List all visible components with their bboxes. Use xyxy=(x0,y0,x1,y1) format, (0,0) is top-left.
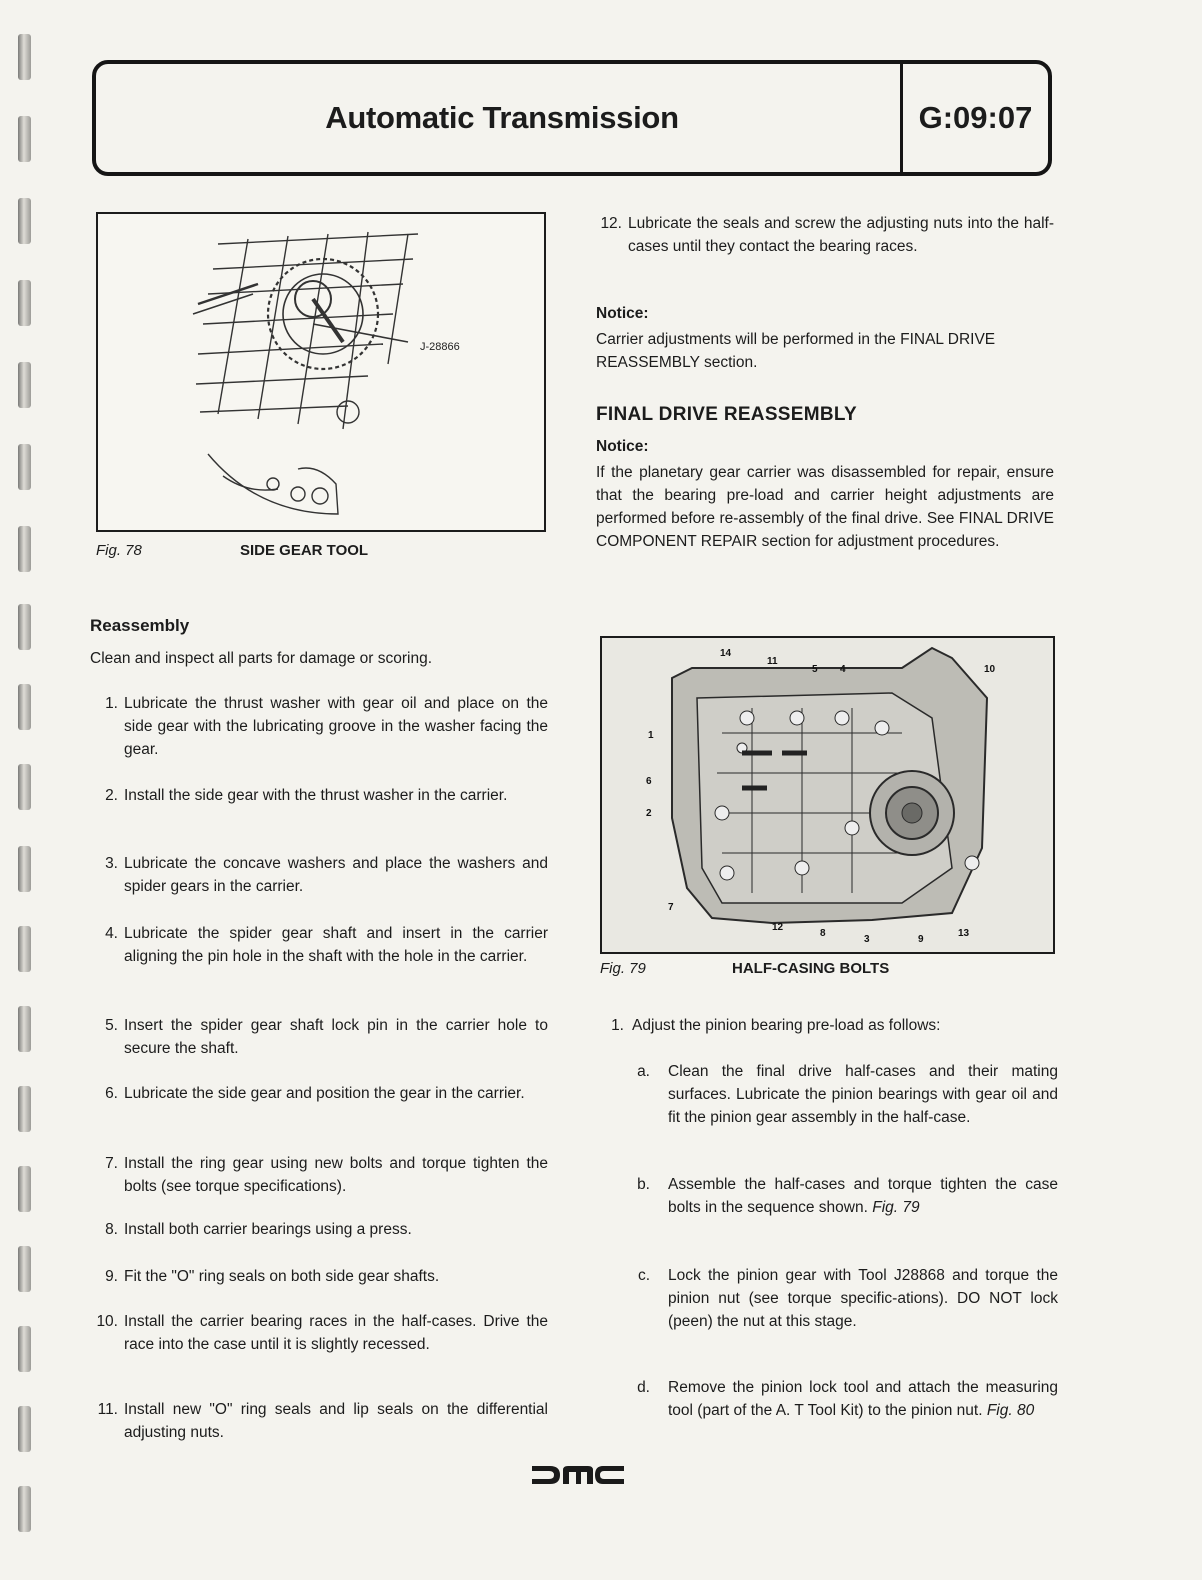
binder-tab xyxy=(18,1326,31,1372)
list-item: 9. Fit the "O" ring seals on both side gear shafts. xyxy=(105,1268,440,1285)
binder-tab xyxy=(18,846,31,892)
list-item: 4. Lubricate the spider gear shaft and insert in the carrier aligning the pin hole in the shaft with the hole in the carrier. xyxy=(105,925,548,965)
callout-label: 12 xyxy=(772,922,784,933)
list-item: a. Clean the final drive half-cases and their mating surfaces. Lubricate the pinion bearings with gear oil and fit the pinion gear assembly in the half-case. xyxy=(637,1063,1058,1126)
binder-tab xyxy=(18,34,31,80)
list-item: 12. Lubricate the seals and screw the adjusting nuts into the half-cases until they contact the bearing races. xyxy=(600,215,1054,255)
callout-label: 5 xyxy=(812,664,818,675)
notice-label: Notice: xyxy=(596,305,649,322)
list-item: 11. Install new "O" ring seals and lip seals on the differential adjusting nuts. xyxy=(97,1401,548,1441)
page-header xyxy=(92,60,1052,176)
binder-tab xyxy=(18,1166,31,1212)
figure-title: HALF-CASING BOLTS xyxy=(732,960,890,977)
section-heading-final-drive: FINAL DRIVE REASSEMBLY xyxy=(596,404,858,425)
side-gear-tool-illustration xyxy=(98,214,544,530)
figure-79-caption xyxy=(600,960,1055,980)
figure-number: Fig. 78 xyxy=(96,542,142,559)
callout-label: 10 xyxy=(984,664,996,675)
dmc-logo xyxy=(530,1462,626,1493)
tool-label: J-28866 xyxy=(420,341,460,353)
section-code: G:09:07 xyxy=(918,100,1033,135)
binder-tab xyxy=(18,604,31,650)
binder-tab xyxy=(18,362,31,408)
figure-78-caption xyxy=(96,542,546,562)
section-heading-reassembly: Reassembly xyxy=(90,616,190,635)
figure-number: Fig. 79 xyxy=(600,960,646,977)
binder-tab xyxy=(18,1406,31,1452)
callout-label: 14 xyxy=(720,648,732,659)
list-item: 7. Install the ring gear using new bolts and torque tighten the bolts (see torque specifications). xyxy=(105,1155,548,1195)
callout-label: 7 xyxy=(668,902,674,913)
binder-tab xyxy=(18,526,31,572)
binder-tab xyxy=(18,926,31,972)
list-item: d. Remove the pinion lock tool and attach the measuring tool (part of the A. T Tool Kit) to the pinion nut. Fig. 80 xyxy=(637,1379,1058,1419)
binder-tab xyxy=(18,1086,31,1132)
binder-tab xyxy=(18,1486,31,1532)
callout-label: 2 xyxy=(646,808,652,819)
callout-label: 4 xyxy=(840,664,846,675)
notice-text: If the planetary gear carrier was disassembled for repair, ensure that the bearing pre-load and carrier height adjustments are performed before re-assembly of the final drive. See FINAL DRIVE COMPONENT REPAIR section for adjustment procedures. xyxy=(596,464,1054,550)
reassembly-intro: Clean and inspect all parts for damage or scoring. xyxy=(90,650,433,667)
callout-label: 11 xyxy=(767,656,778,667)
binder-tab xyxy=(18,198,31,244)
callout-label: 13 xyxy=(958,928,970,939)
callout-label: 1 xyxy=(648,730,654,741)
dmc-logo-mark xyxy=(530,1462,626,1488)
half-casing-illustration xyxy=(602,638,1053,952)
binder-tab xyxy=(18,444,31,490)
figure-78-side-gear-tool xyxy=(96,212,546,532)
list-item: 10. Install the carrier bearing races in the half-cases. Drive the race into the case until it is slightly recessed. xyxy=(96,1313,548,1353)
binder-tab xyxy=(18,116,31,162)
list-item: 8. Install both carrier bearings using a press. xyxy=(105,1221,412,1238)
binder-strip xyxy=(0,0,50,1580)
callout-label: 8 xyxy=(820,928,826,939)
figure-reference: Fig. 79 xyxy=(872,1199,920,1216)
binder-tab xyxy=(18,684,31,730)
notice-label: Notice: xyxy=(596,438,649,455)
list-item: 1. Lubricate the thrust washer with gear oil and place on the side gear with the lubricating groove in the washer facing the gear. xyxy=(105,695,548,758)
binder-tab xyxy=(18,1006,31,1052)
list-item: b. Assemble the half-cases and torque tighten the case bolts in the sequence shown. Fig. 79 xyxy=(637,1176,1058,1216)
list-item: 5. Insert the spider gear shaft lock pin in the carrier hole to secure the shaft. xyxy=(105,1017,548,1057)
figure-title: SIDE GEAR TOOL xyxy=(240,542,369,559)
list-item: 2. Install the side gear with the thrust washer in the carrier. xyxy=(105,787,508,804)
list-item: c. Lock the pinion gear with Tool J28868 and torque the pinion nut (see torque specific-ations). DO NOT lock (peen) the nut at this stage. xyxy=(637,1267,1058,1330)
figure-reference: Fig. 80 xyxy=(986,1402,1035,1419)
list-item: 1. Adjust the pinion bearing pre-load as follows: xyxy=(611,1017,941,1034)
list-item: 3. Lubricate the concave washers and place the washers and spider gears in the carrier. xyxy=(105,855,548,895)
callout-label: 6 xyxy=(646,776,652,787)
binder-tab xyxy=(18,280,31,326)
notice-text: Carrier adjustments will be performed in the FINAL DRIVE REASSEMBLY section. xyxy=(596,331,996,371)
callout-label: 3 xyxy=(864,934,870,945)
page-title: Automatic Transmission xyxy=(325,100,679,135)
list-item: 6. Lubricate the side gear and position the gear in the carrier. xyxy=(105,1085,525,1102)
figure-79-half-casing-bolts xyxy=(600,636,1055,954)
binder-tab xyxy=(18,764,31,810)
binder-tab xyxy=(18,1246,31,1292)
callout-label: 9 xyxy=(918,934,924,945)
